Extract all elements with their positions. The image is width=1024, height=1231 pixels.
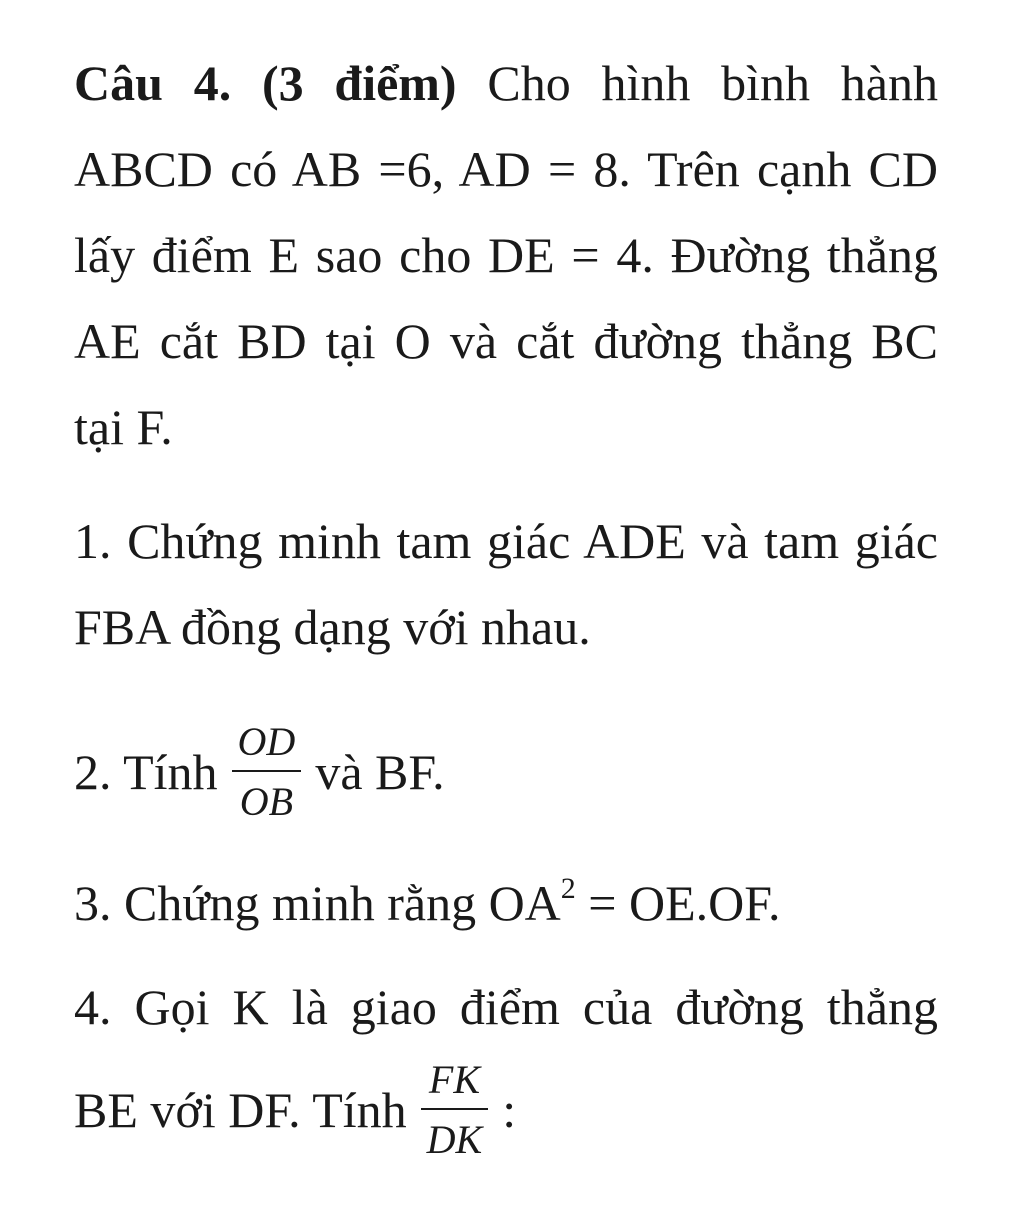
fraction-fk-dk — [421, 1056, 489, 1164]
question-4-line-2 — [74, 1050, 938, 1170]
fraction-numerator: FK — [428, 1057, 481, 1102]
fraction-denominator: OB — [239, 779, 294, 824]
fraction-od-ob — [232, 718, 302, 826]
problem-heading: Câu 4. (3 điểm) — [74, 55, 457, 111]
question-1: 1. Chứng minh tam giác ADE và tam giác FBA đồng dạng với nhau. — [74, 513, 938, 655]
question-3 — [74, 860, 938, 946]
question-2-prefix: 2. Tính — [74, 744, 218, 800]
problem-document — [74, 40, 938, 1170]
superscript-exponent: 2 — [560, 872, 576, 905]
question-2-suffix: và BF. — [315, 744, 445, 800]
question-2 — [74, 712, 938, 832]
question-4-prefix: BE với DF. Tính — [74, 1082, 407, 1138]
fraction-numerator: OD — [237, 719, 296, 764]
question-4-suffix: : — [502, 1082, 517, 1138]
problem-intro-text: Cho hình bình hành ABCD có AB =6, AD = 8. Trên cạnh CD lấy điểm E sao cho DE = 4. Đường thẳng AE cắt BD tại O và cắt đường thẳng BC tại F. — [74, 55, 938, 455]
problem-statement — [74, 40, 938, 470]
fraction-denominator: DK — [426, 1117, 483, 1162]
question-3-equation: = OE.OF. — [575, 875, 781, 931]
question-4-line-1: 4. Gọi K là giao điểm của đường thẳng — [74, 979, 938, 1035]
question-3-text: 3. Chứng minh rằng OA — [74, 875, 561, 931]
